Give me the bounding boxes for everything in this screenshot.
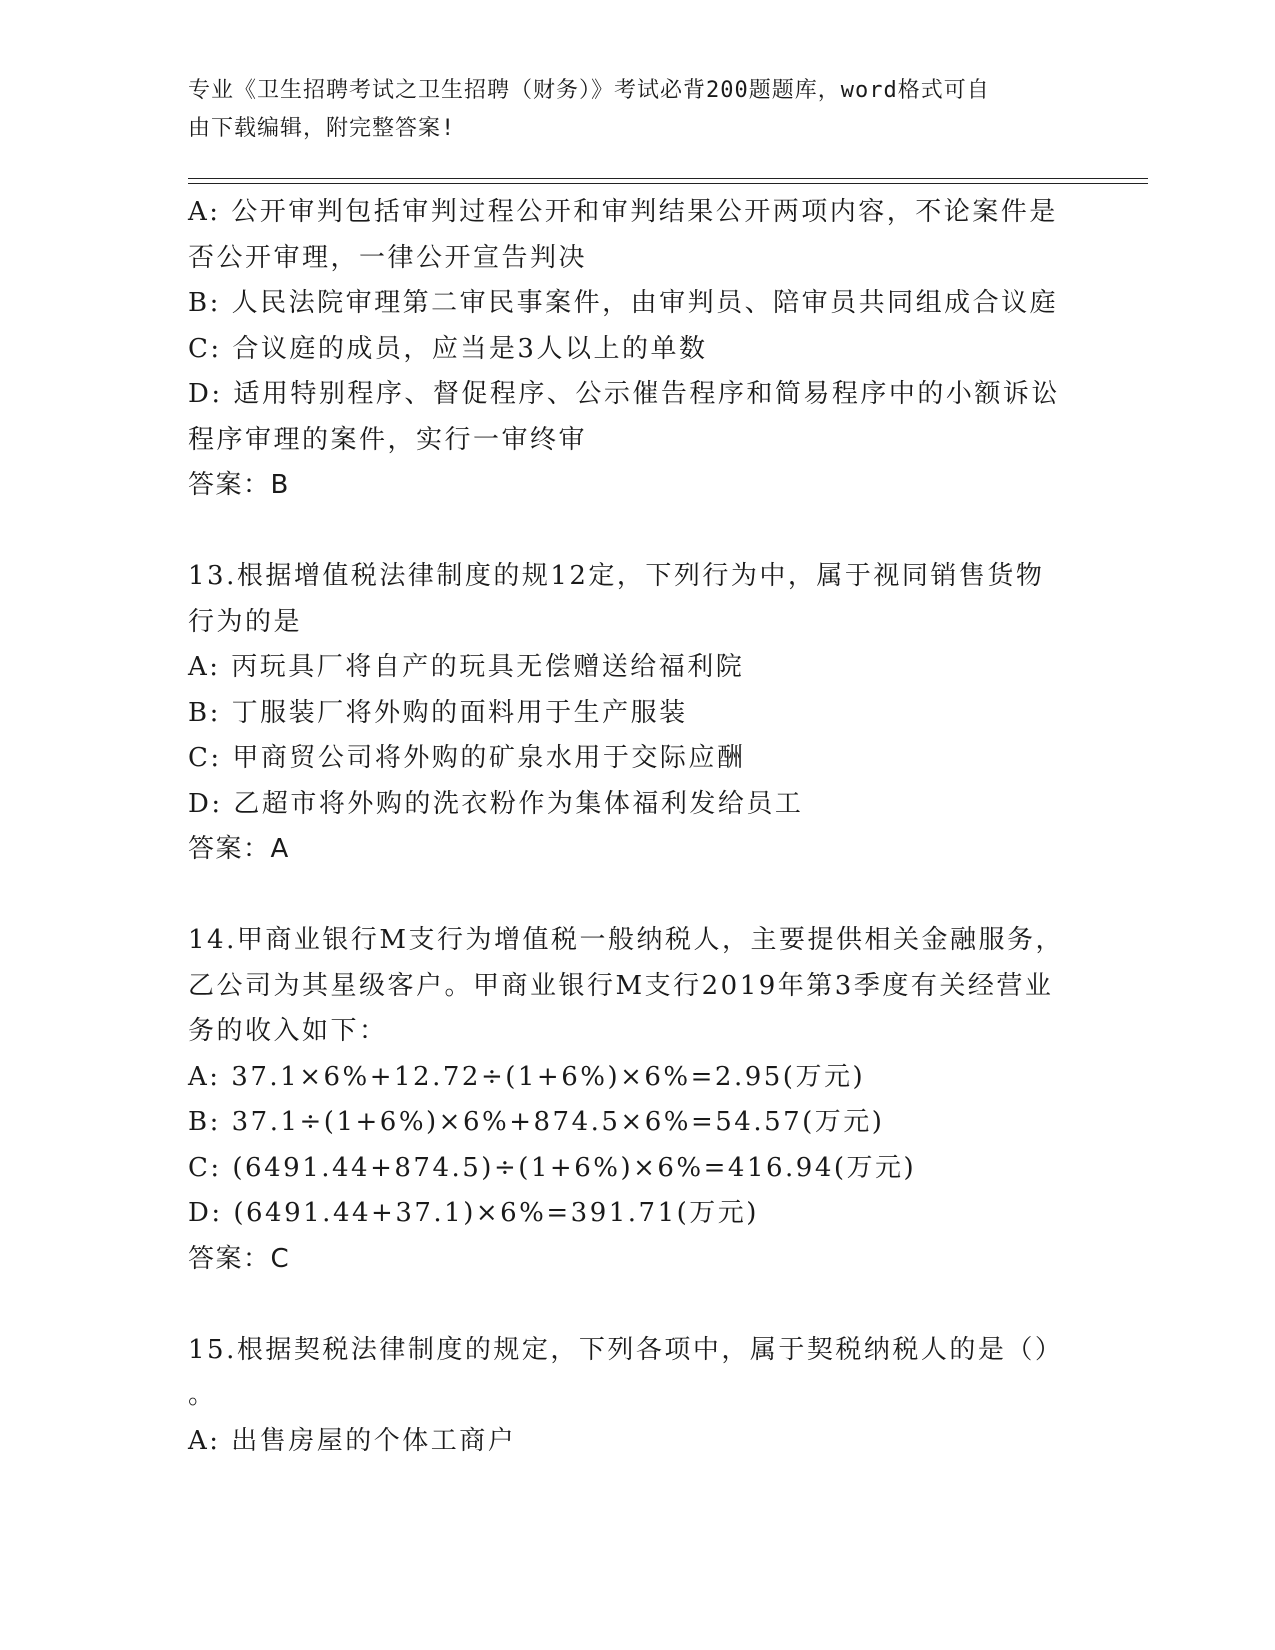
question-stem: 15.根据契税法律制度的规定，下列各项中，属于契税纳税人的是（） xyxy=(188,1334,1064,1365)
question-stem-continued: 乙公司为其星级客户。甲商业银行M支行2019年第3季度有关经营业 xyxy=(188,970,1054,1001)
option-a: A: 丙玩具厂将自产的玩具无偿赠送给福利院 xyxy=(188,652,745,682)
option-a-continued: 否公开审理，一律公开宣告判决 xyxy=(188,242,588,273)
option-d: D: (6491.44+37.1)×6%=391.71(万元) xyxy=(188,1198,759,1228)
question-stem: 13.根据增值税法律制度的规12定，下列行为中，属于视同销售货物 xyxy=(188,561,1045,591)
question-15 xyxy=(188,1328,1088,1465)
document-body xyxy=(188,190,1088,1464)
option-c: C: 甲商贸公司将外购的矿泉水用于交际应酬 xyxy=(188,743,746,773)
answer: 答案：C xyxy=(188,1243,291,1274)
question-13 xyxy=(188,554,1088,873)
option-d-continued: 程序审理的案件，实行一审终审 xyxy=(188,424,588,455)
spacer xyxy=(188,1282,1088,1328)
option-b: B: 37.1÷(1+6%)×6%+874.5×6%=54.57(万元) xyxy=(188,1107,885,1137)
question-stem-continued: 行为的是 xyxy=(188,606,303,637)
option-a: A: 37.1×6%+12.72÷(1+6%)×6%=2.95(万元) xyxy=(188,1061,866,1092)
option-d: D: 适用特别程序、督促程序、公示催告程序和简易程序中的小额诉讼 xyxy=(188,379,1060,409)
answer: 答案：B xyxy=(188,470,290,500)
option-d: D: 乙超市将外购的洗衣粉作为集体福利发给员工 xyxy=(188,788,804,819)
question-stem-continued: 务的收入如下： xyxy=(188,1016,388,1046)
spacer xyxy=(188,509,1088,555)
header-divider-top xyxy=(188,178,1148,179)
question-stem: 14.甲商业银行M支行为增值税一般纳税人，主要提供相关金融服务， xyxy=(188,925,1064,955)
option-c: C: (6491.44+874.5)÷(1+6%)×6%=416.94(万元) xyxy=(188,1152,917,1183)
option-b: B: 丁服装厂将外购的面料用于生产服装 xyxy=(188,697,688,728)
answer: 答案：A xyxy=(188,834,290,864)
option-c: C: 合议庭的成员，应当是3人以上的单数 xyxy=(188,333,708,364)
document-header xyxy=(188,72,1068,148)
header-line-2: 由下载编辑，附完整答案! xyxy=(188,116,456,141)
option-a: A: 出售房屋的个体工商户 xyxy=(188,1425,517,1456)
question-12 xyxy=(188,190,1088,509)
header-divider-bottom xyxy=(188,183,1148,184)
question-14 xyxy=(188,918,1088,1282)
question-stem-continued: 。 xyxy=(188,1380,217,1410)
option-a: A: 公开审判包括审判过程公开和审判结果公开两项内容，不论案件是 xyxy=(188,197,1058,227)
header-line-1: 专业《卫生招聘考试之卫生招聘（财务）》考试必背200题题库，word格式可自 xyxy=(188,78,990,103)
option-b: B: 人民法院审理第二审民事案件，由审判员、陪审员共同组成合议庭 xyxy=(188,288,1059,318)
spacer xyxy=(188,873,1088,919)
